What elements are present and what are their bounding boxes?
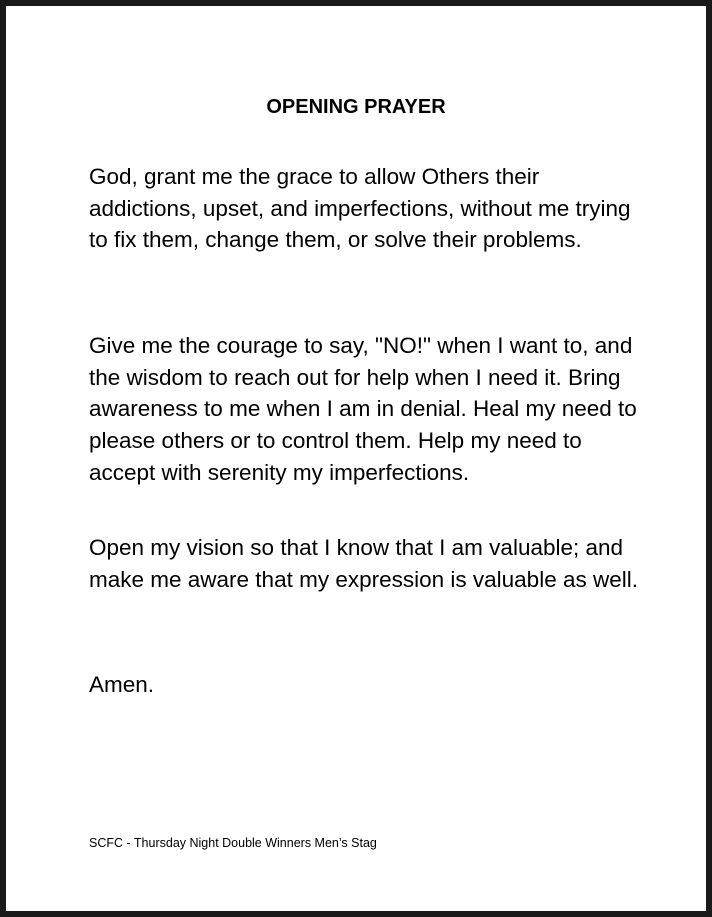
document-title: OPENING PRAYER [266, 96, 446, 118]
prayer-closing: Amen. [89, 672, 155, 697]
document-footer: SCFC - Thursday Night Double Winners Men’s Stag [89, 836, 377, 850]
prayer-paragraph-2: Give me the courage to say, "NO!" when I want to, and the wisdom to reach out for help when I need it. Bring awareness to me when I am in denial. Heal my need to please others or to control them. Help my need to accept with serenity my imperfections. [89, 333, 637, 485]
document-page [6, 6, 706, 911]
prayer-paragraph-1: God, grant me the grace to allow Others their addictions, upset, and imperfections, without me trying to fix them, change them, or solve their problems. [89, 164, 631, 253]
prayer-paragraph-3: Open my vision so that I know that I am valuable; and make me aware that my expression is valuable as well. [89, 535, 638, 592]
